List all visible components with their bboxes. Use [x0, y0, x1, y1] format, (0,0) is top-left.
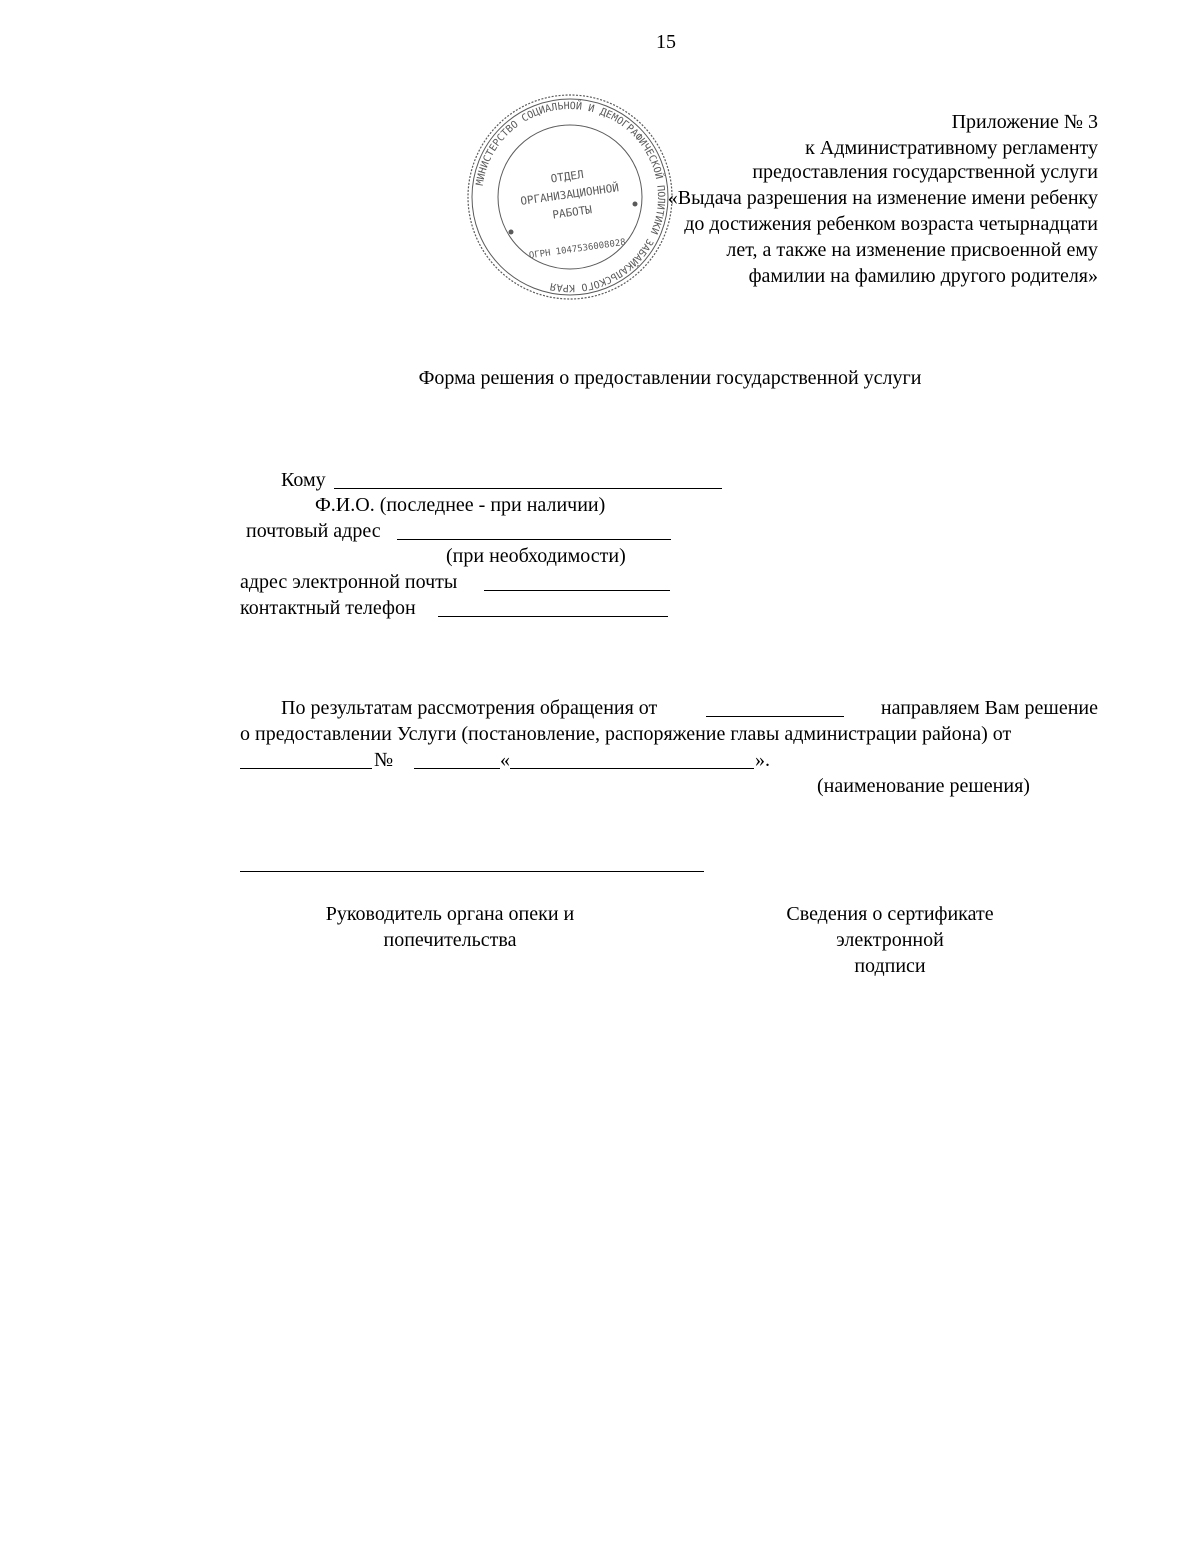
- open-quote: «: [500, 749, 510, 771]
- phone-field[interactable]: [438, 598, 668, 617]
- certificate-caption-line1: Сведения о сертификате: [786, 903, 994, 925]
- decision-name-hint: (наименование решения): [817, 775, 1030, 797]
- postal-address-label: почтовый адрес: [246, 520, 381, 542]
- certificate-caption-line3: подписи: [854, 955, 926, 977]
- postal-address-hint: (при необходимости): [446, 545, 626, 567]
- appendix-line: лет, а также на изменение присвоенной ему: [726, 239, 1098, 261]
- recipient-to-label: Кому: [281, 469, 326, 491]
- form-title: Форма решения о предоставлении государственной услуги: [418, 367, 922, 389]
- appendix-line: предоставления государственной услуги: [752, 161, 1098, 183]
- decision-number-field[interactable]: [414, 750, 500, 769]
- number-sign: №: [374, 749, 394, 771]
- body-text-end: направляем Вам решение: [880, 697, 1098, 719]
- body-text-start: По результатам рассмотрения обращения от: [281, 697, 658, 719]
- recipient-name-field[interactable]: [334, 470, 722, 489]
- appendix-title: Приложение № 3: [951, 111, 1098, 133]
- email-field[interactable]: [484, 572, 670, 591]
- appendix-line: фамилии на фамилию другого родителя»: [748, 265, 1098, 287]
- signature-line[interactable]: [240, 871, 704, 872]
- appendix-line: к Административному регламенту: [805, 137, 1098, 159]
- seal-center-line-1: ОТДЕЛ: [549, 167, 585, 186]
- email-label: адрес электронной почты: [240, 571, 458, 593]
- appendix-line: до достижения ребенком возраста четырнадцати: [684, 213, 1098, 235]
- organization-seal: [465, 92, 675, 302]
- close-quote: ».: [755, 749, 770, 771]
- recipient-name-hint: Ф.И.О. (последнее - при наличии): [315, 494, 606, 516]
- head-caption-line1: Руководитель органа опеки и: [325, 903, 575, 925]
- head-caption-line2: попечительства: [383, 929, 517, 951]
- decision-date-field[interactable]: [240, 750, 372, 769]
- phone-label: контактный телефон: [240, 597, 416, 619]
- seal-outer-text: МИНИСТЕРСТВО СОЦИАЛЬНОЙ И ДЕМОГРАФИЧЕСКОЙ ПОЛИТИКИ ЗАБАЙКАЛЬСКОГО КРАЯ: [474, 100, 667, 294]
- seal-center-line-3: РАБОТЫ: [551, 203, 593, 222]
- decision-name-field[interactable]: [510, 750, 754, 769]
- body-text-line2: о предоставлении Услуги (постановление, распоряжение главы администрации района) от: [240, 723, 1012, 745]
- seal-center-line-2: ОРГАНИЗАЦИОННОЙ: [519, 181, 620, 208]
- appendix-line: «Выдача разрешения на изменение имени ребенку: [667, 187, 1098, 209]
- postal-address-field[interactable]: [397, 521, 671, 540]
- page-number: 15: [656, 31, 676, 53]
- request-date-field[interactable]: [706, 698, 844, 717]
- certificate-caption-line2: электронной: [836, 929, 944, 951]
- seal-ogrn: ОГРН 1047536008028: [528, 237, 627, 262]
